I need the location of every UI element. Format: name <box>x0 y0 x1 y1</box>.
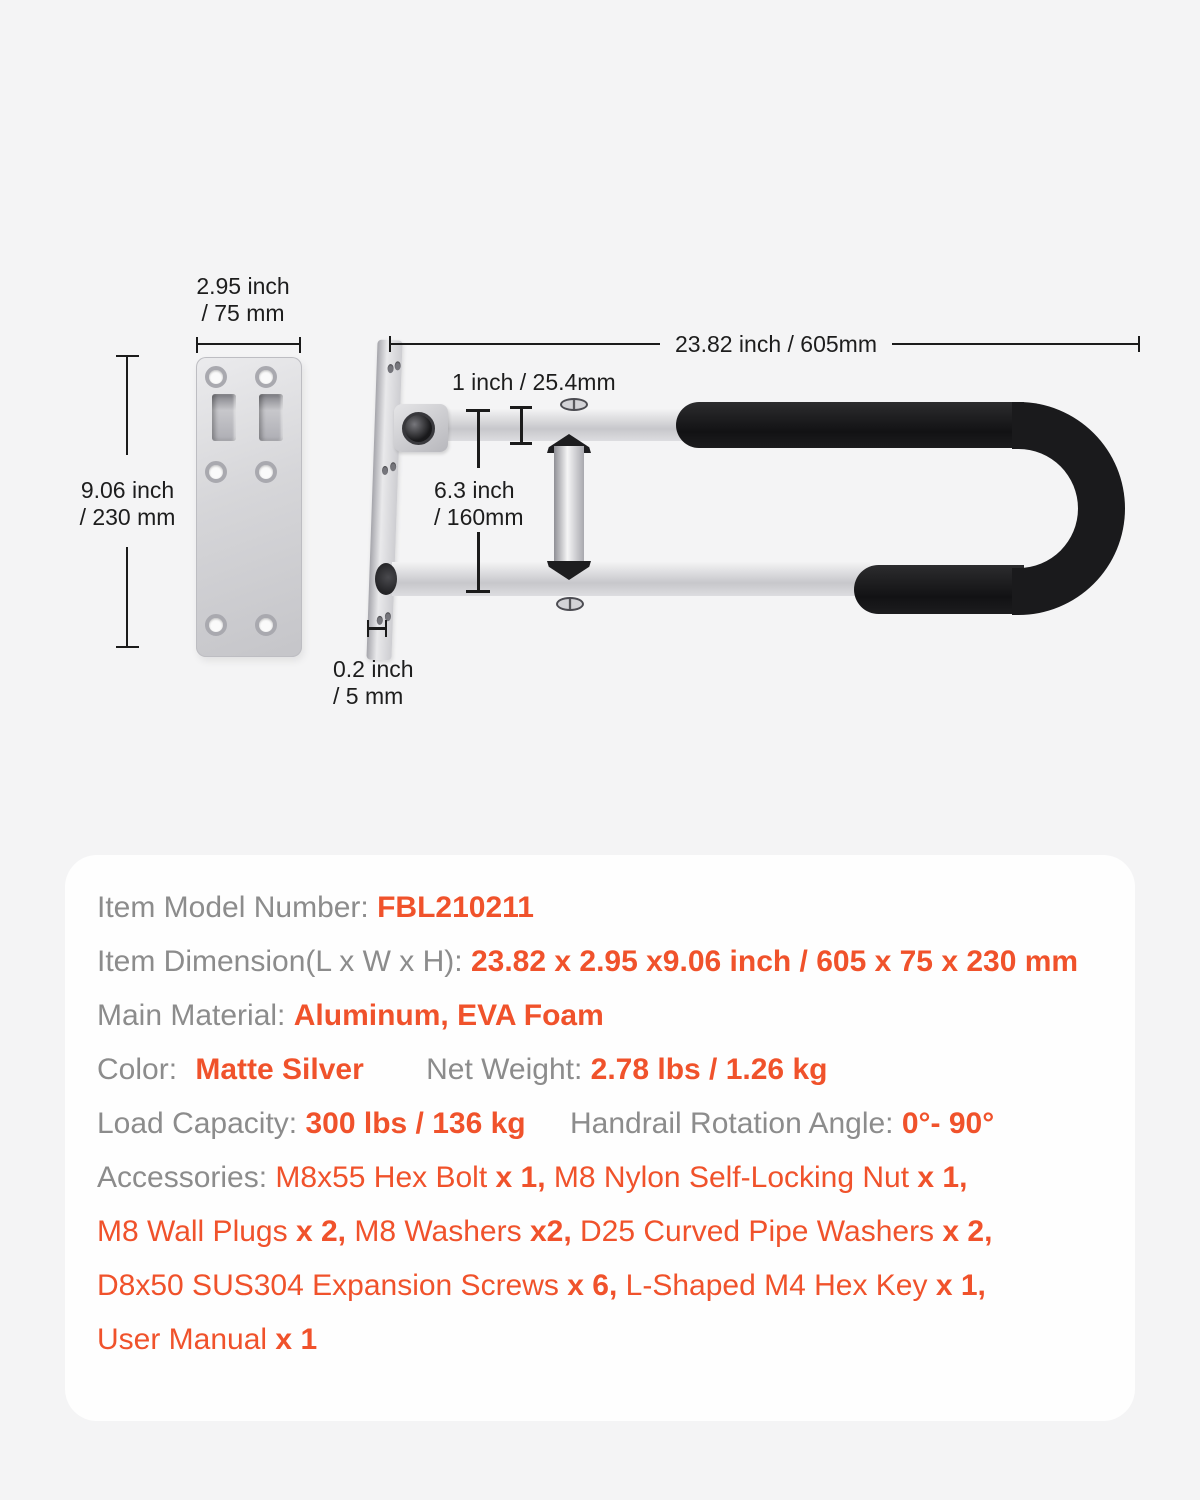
dimension-line <box>520 406 523 445</box>
grab-bar-bottom-tube <box>392 562 870 596</box>
plate-thickness-mm: / 5 mm <box>333 683 404 709</box>
plate-hole-dot <box>395 361 401 370</box>
material-label: Main Material: <box>97 999 286 1032</box>
accessory-item: L-Shaped M4 Hex Key <box>625 1269 928 1302</box>
load-capacity-value: 300 lbs / 136 kg <box>305 1107 526 1140</box>
foam-grip-top <box>676 402 1024 448</box>
pivot-bolt-icon <box>402 412 435 445</box>
accessory-item: D8x50 SUS304 Expansion Screws <box>97 1269 559 1302</box>
spec-row-accessories-3 <box>97 1259 1103 1313</box>
accessory-qty: x 1, <box>495 1161 546 1194</box>
load-capacity-label: Load Capacity: <box>97 1107 298 1140</box>
accessory-item: M8 Nylon Self-Locking Nut <box>553 1161 910 1194</box>
dimension-line <box>367 627 387 630</box>
tube-gap-inch: 6.3 inch <box>434 477 515 503</box>
mounting-hole <box>205 461 227 483</box>
accessory-item: M8 Wall Plugs <box>97 1215 288 1248</box>
dimension-tick <box>1138 336 1140 352</box>
bottom-tube-end-cap <box>375 563 397 595</box>
accessory-qty: x 2, <box>295 1215 346 1248</box>
net-weight-value: 2.78 lbs / 1.26 kg <box>590 1053 828 1086</box>
tube-gap-mm: / 160mm <box>434 504 524 530</box>
rotation-angle-value: 0°- 90° <box>901 1107 995 1140</box>
spec-row-load-rotation <box>97 1097 1103 1151</box>
screw-icon <box>560 398 588 411</box>
dimension-cap <box>510 442 532 445</box>
accessory-item: M8x55 Hex Bolt <box>275 1161 488 1194</box>
dimension-line <box>390 343 660 345</box>
foam-grip-bottom <box>854 565 1024 614</box>
plate-hole-dot <box>377 616 383 625</box>
plate-height-inch: 9.06 inch <box>80 477 175 503</box>
color-label: Color: <box>97 1053 178 1086</box>
dimension-line <box>197 343 301 345</box>
tube-gap-dimension-label <box>434 477 523 531</box>
accessory-item: User Manual <box>97 1323 268 1356</box>
plate-hole-dot <box>387 364 393 373</box>
plate-width-mm: / 75 mm <box>201 300 285 326</box>
dimension-line <box>477 532 480 592</box>
keyhole-slot <box>212 394 236 441</box>
bar-length-dimension-label: 23.82 inch / 605mm <box>674 331 877 357</box>
accessory-qty: x2, <box>529 1215 572 1248</box>
material-value: Aluminum, EVA Foam <box>293 999 604 1032</box>
accessory-qty: x 2, <box>942 1215 993 1248</box>
mounting-hole <box>205 366 227 388</box>
screw-icon <box>556 597 584 611</box>
dimension-cap <box>466 590 490 593</box>
dimension-tick <box>196 337 198 353</box>
net-weight-label: Net Weight: <box>426 1053 583 1086</box>
accessory-qty: x 6, <box>567 1269 618 1302</box>
dimension-tick <box>385 620 387 637</box>
spec-row-model <box>97 881 1103 935</box>
mounting-hole <box>205 614 227 636</box>
accessory-item: M8 Washers <box>354 1215 522 1248</box>
plate-width-dimension-label <box>178 273 308 327</box>
spec-row-accessories-4 <box>97 1313 1103 1367</box>
dimension-line <box>126 547 128 648</box>
dimension-cap <box>116 646 139 648</box>
accessories-label: Accessories: <box>97 1161 268 1194</box>
spec-row-color-weight <box>97 1043 1103 1097</box>
spec-row-material <box>97 989 1103 1043</box>
accessory-qty: x 1, <box>935 1269 986 1302</box>
dimension-line <box>892 343 1139 345</box>
wall-plate-front-view <box>196 357 302 657</box>
mounting-hole <box>255 461 277 483</box>
mounting-hole <box>255 614 277 636</box>
mounting-hole <box>255 366 277 388</box>
plate-width-inch: 2.95 inch <box>196 273 290 299</box>
accessory-item: D25 Curved Pipe Washers <box>580 1215 935 1248</box>
spec-row-accessories-2 <box>97 1205 1103 1259</box>
spec-card-content <box>65 855 1135 1367</box>
model-label: Item Model Number: <box>97 891 369 924</box>
plate-height-dimension-label <box>55 477 200 531</box>
accessory-qty: x 1, <box>917 1161 968 1194</box>
u-shaped-bend <box>1012 402 1125 615</box>
spec-card <box>65 855 1135 1421</box>
plate-thickness-inch: 0.2 inch <box>333 656 414 682</box>
rotation-angle-label: Handrail Rotation Angle: <box>569 1107 894 1140</box>
color-value: Matte Silver <box>195 1053 364 1086</box>
plate-hole-dot <box>382 466 388 475</box>
keyhole-slot <box>259 394 283 441</box>
dimension-value: 23.82 x 2.95 x9.06 inch / 605 x 75 x 230 mm <box>470 945 1079 978</box>
dimension-label: Item Dimension(L x W x H): <box>97 945 463 978</box>
vertical-support-tube <box>554 446 584 568</box>
dimension-line <box>126 356 128 455</box>
dimension-tick <box>299 337 301 353</box>
dimension-line <box>477 409 480 468</box>
plate-height-mm: / 230 mm <box>79 504 176 530</box>
tube-diameter-dimension-label: 1 inch / 25.4mm <box>452 369 616 395</box>
spec-row-dimension <box>97 935 1103 989</box>
plate-thickness-dimension-label <box>333 656 414 710</box>
wall-plate-side-view <box>366 340 402 661</box>
model-value: FBL210211 <box>377 891 534 924</box>
accessory-qty: x 1 <box>275 1323 318 1356</box>
plate-hole-dot <box>390 462 396 471</box>
spec-row-accessories-1 <box>97 1151 1103 1205</box>
